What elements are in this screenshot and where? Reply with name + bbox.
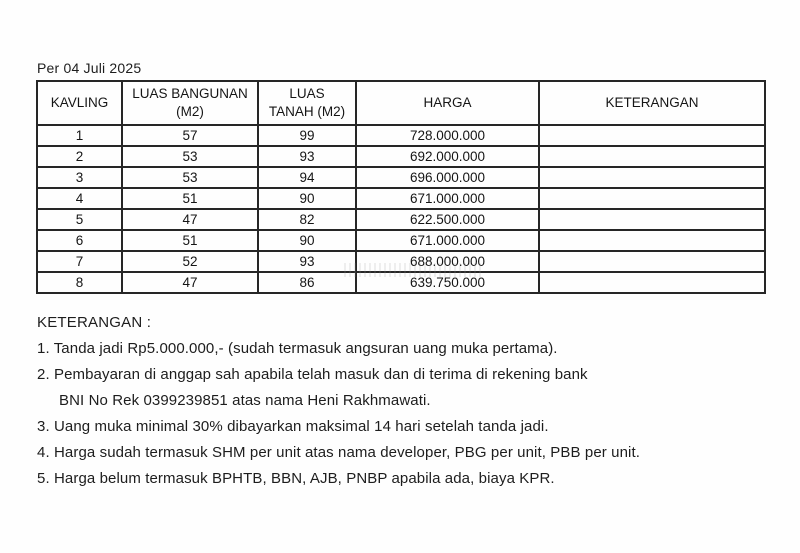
table-row <box>37 125 765 146</box>
keterangan-cell <box>539 125 765 146</box>
luas-bangunan-cell: 53 <box>122 146 258 167</box>
kavling-cell: 2 <box>37 146 122 167</box>
luas-tanah-cell: 90 <box>258 230 356 251</box>
luas-tanah-cell: 99 <box>258 125 356 146</box>
luas-bangunan-cell: 53 <box>122 167 258 188</box>
kavling-cell: 7 <box>37 251 122 272</box>
kavling-cell: 6 <box>37 230 122 251</box>
kavling-cell: 1 <box>37 125 122 146</box>
harga-cell: 671.000.000 <box>356 188 539 209</box>
harga-cell: 671.000.000 <box>356 230 539 251</box>
kavling-cell: 3 <box>37 167 122 188</box>
keterangan-cell <box>539 209 765 230</box>
keterangan-cell <box>539 146 765 167</box>
table-row <box>37 272 765 293</box>
table-row <box>37 188 765 209</box>
table-row <box>37 146 765 167</box>
kavling-cell: 8 <box>37 272 122 293</box>
luas-bangunan-cell: 47 <box>122 272 258 293</box>
luas-bangunan-cell: 47 <box>122 209 258 230</box>
table-row <box>37 167 765 188</box>
luas-bangunan-cell: 57 <box>122 125 258 146</box>
note-item-5: 5. Harga belum termasuk BPHTB, BBN, AJB, PNBP apabila ada, biaya KPR. <box>37 470 555 487</box>
header-luas-tanah: LUAS TANAH (M2) <box>258 81 356 125</box>
price-table <box>36 80 766 294</box>
keterangan-cell <box>539 188 765 209</box>
notes-section <box>37 310 757 492</box>
table-row <box>37 230 765 251</box>
luas-bangunan-cell: 52 <box>122 251 258 272</box>
date-label: Per 04 Juli 2025 <box>37 60 142 76</box>
luas-tanah-cell: 93 <box>258 251 356 272</box>
header-harga: HARGA <box>356 81 539 125</box>
note-item-2-continued: BNI No Rek 0399239851 atas nama Heni Rakhmawati. <box>59 392 431 409</box>
kavling-cell: 5 <box>37 209 122 230</box>
luas-tanah-cell: 93 <box>258 146 356 167</box>
luas-bangunan-cell: 51 <box>122 230 258 251</box>
harga-cell: 728.000.000 <box>356 125 539 146</box>
luas-tanah-cell: 90 <box>258 188 356 209</box>
harga-cell: 639.750.000 <box>356 272 539 293</box>
table-row <box>37 209 765 230</box>
table-row <box>37 251 765 272</box>
header-luas-bangunan: LUAS BANGUNAN (M2) <box>122 81 258 125</box>
keterangan-cell <box>539 272 765 293</box>
harga-cell: 622.500.000 <box>356 209 539 230</box>
header-kavling: KAVLING <box>37 81 122 125</box>
note-item-1: 1. Tanda jadi Rp5.000.000,- (sudah termasuk angsuran uang muka pertama). <box>37 340 558 357</box>
harga-cell: 688.000.000 <box>356 251 539 272</box>
notes-heading: KETERANGAN : <box>37 314 152 331</box>
keterangan-cell <box>539 167 765 188</box>
note-item-4: 4. Harga sudah termasuk SHM per unit atas nama developer, PBG per unit, PBB per unit. <box>37 444 640 461</box>
kavling-cell: 4 <box>37 188 122 209</box>
luas-tanah-cell: 94 <box>258 167 356 188</box>
harga-cell: 696.000.000 <box>356 167 539 188</box>
luas-bangunan-cell: 51 <box>122 188 258 209</box>
harga-cell: 692.000.000 <box>356 146 539 167</box>
header-keterangan: KETERANGAN <box>539 81 765 125</box>
keterangan-cell <box>539 230 765 251</box>
luas-tanah-cell: 86 <box>258 272 356 293</box>
luas-tanah-cell: 82 <box>258 209 356 230</box>
note-item-2: 2. Pembayaran di anggap sah apabila telah masuk dan di terima di rekening bank <box>37 366 588 383</box>
table-header-row <box>37 81 765 125</box>
keterangan-cell <box>539 251 765 272</box>
note-item-3: 3. Uang muka minimal 30% dibayarkan maksimal 14 hari setelah tanda jadi. <box>37 418 549 435</box>
